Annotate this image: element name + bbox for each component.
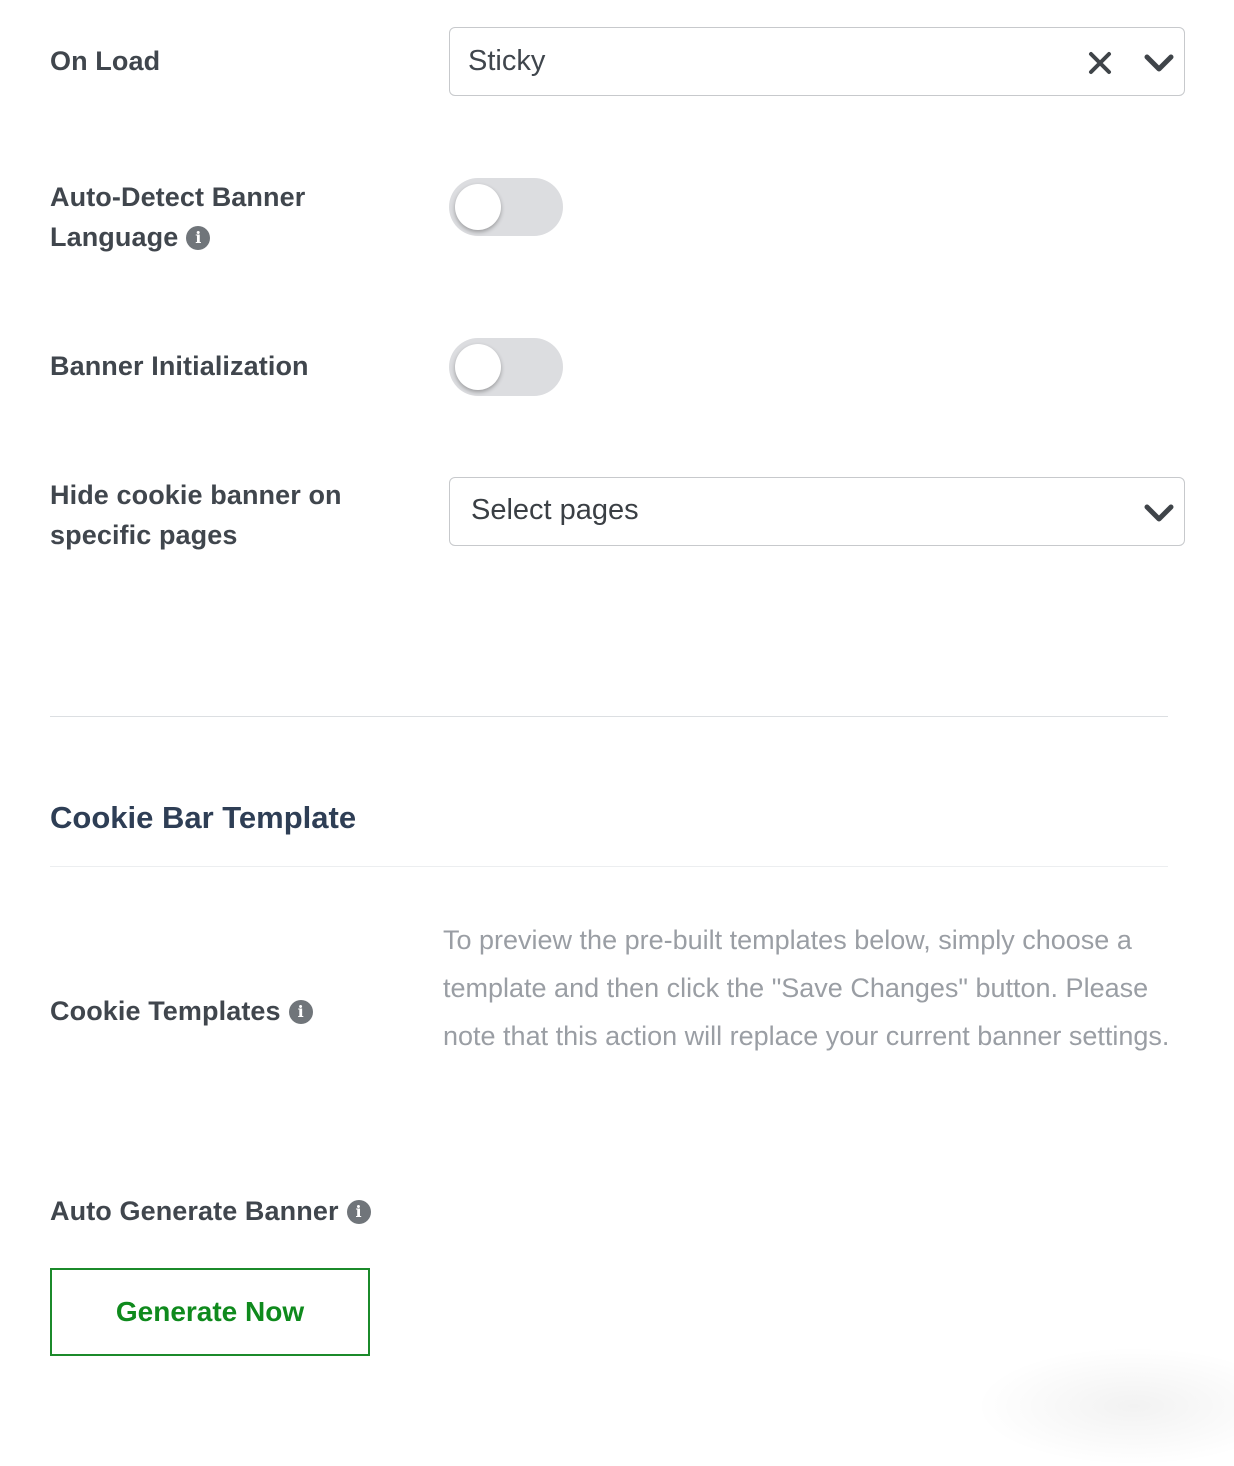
hide-pages-label — [50, 475, 342, 555]
info-icon[interactable]: i — [347, 1200, 371, 1224]
section-title-divider — [50, 866, 1168, 867]
chevron-down-icon[interactable] — [1142, 496, 1176, 530]
section-title: Cookie Bar Template — [50, 800, 357, 835]
hide-pages-label-line2: specific pages — [50, 520, 238, 550]
section-divider — [50, 716, 1168, 717]
hide-pages-label-line1: Hide cookie banner on — [50, 480, 342, 510]
on-load-select[interactable] — [449, 27, 1185, 96]
chevron-down-icon[interactable] — [1142, 46, 1176, 80]
toggle-knob — [455, 344, 501, 390]
auto-generate-label-text: Auto Generate Banner — [50, 1196, 339, 1226]
auto-detect-label — [50, 177, 305, 257]
hide-pages-placeholder: Select pages — [471, 494, 639, 526]
generate-now-button[interactable]: Generate Now — [50, 1268, 370, 1356]
on-load-label: On Load — [50, 46, 161, 76]
on-load-selected-value: Sticky — [468, 45, 546, 77]
hide-pages-select[interactable] — [449, 477, 1185, 546]
banner-init-toggle[interactable] — [449, 338, 563, 396]
templates-description: To preview the pre-built templates below, simply choose a template and then click the "Save Changes" button. Please note that this action will replace your current banner settings. — [443, 925, 1170, 1051]
clear-icon[interactable] — [1086, 49, 1114, 77]
info-icon[interactable]: i — [289, 1000, 313, 1024]
cookie-templates-label-text: Cookie Templates — [50, 996, 281, 1026]
auto-detect-label-line1: Auto-Detect Banner — [50, 182, 306, 212]
auto-detect-toggle[interactable] — [449, 178, 563, 236]
cookie-templates-label — [50, 991, 313, 1031]
banner-init-label: Banner Initialization — [50, 351, 309, 381]
corner-shadow — [974, 1346, 1234, 1466]
toggle-knob — [455, 184, 501, 230]
auto-detect-label-line2: Language — [50, 222, 179, 252]
auto-generate-label — [50, 1191, 371, 1231]
info-icon[interactable]: i — [186, 226, 210, 250]
